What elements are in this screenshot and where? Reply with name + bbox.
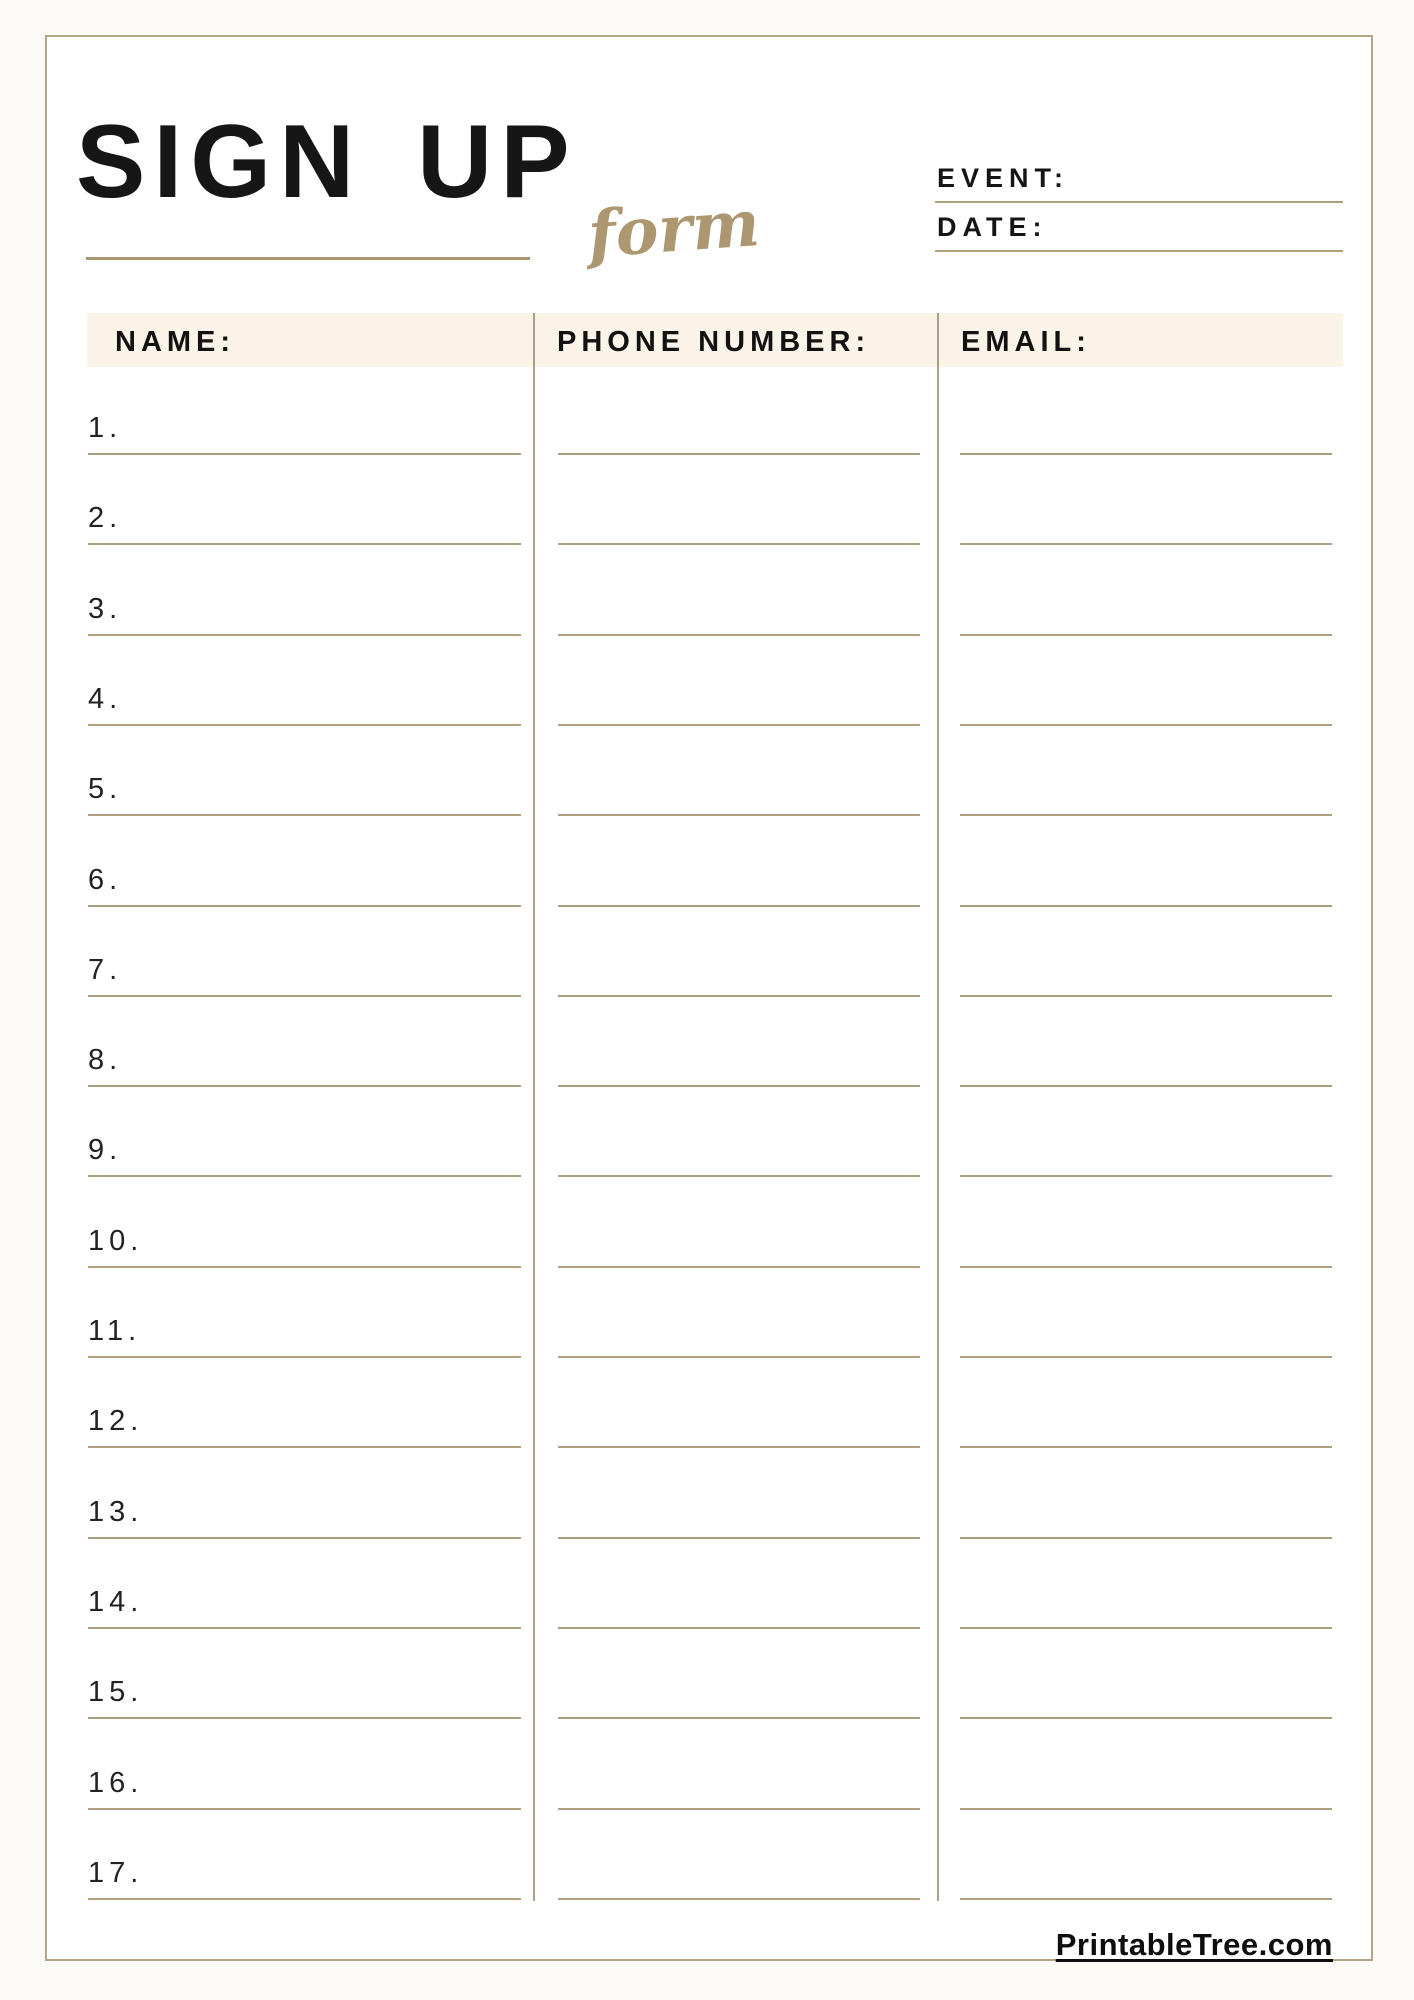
row-number: 9. xyxy=(88,1134,123,1166)
page-title: SIGN UP xyxy=(76,104,578,220)
phone-fill-line[interactable] xyxy=(558,1898,920,1900)
phone-fill-line[interactable] xyxy=(558,543,920,545)
event-label: EVENT: xyxy=(937,163,1070,193)
name-fill-line[interactable] xyxy=(88,1266,521,1268)
name-fill-line[interactable] xyxy=(88,1808,521,1810)
email-fill-line[interactable] xyxy=(960,1446,1332,1448)
phone-fill-line[interactable] xyxy=(558,1175,920,1177)
row-number: 13. xyxy=(88,1496,144,1528)
table-row xyxy=(0,1854,1414,1900)
email-fill-line[interactable] xyxy=(960,1808,1332,1810)
column-header-phone: PHONE NUMBER: xyxy=(557,326,871,358)
email-fill-line[interactable] xyxy=(960,814,1332,816)
phone-fill-line[interactable] xyxy=(558,995,920,997)
column-divider-name-phone xyxy=(533,313,535,1901)
table-row xyxy=(0,1673,1414,1719)
table-row xyxy=(0,951,1414,997)
event-fill-line[interactable] xyxy=(935,201,1343,203)
table-row xyxy=(0,1131,1414,1177)
phone-fill-line[interactable] xyxy=(558,634,920,636)
phone-fill-line[interactable] xyxy=(558,1808,920,1810)
row-number: 15. xyxy=(88,1676,144,1708)
phone-fill-line[interactable] xyxy=(558,814,920,816)
table-row xyxy=(0,409,1414,455)
table-row xyxy=(0,1493,1414,1539)
date-fill-line[interactable] xyxy=(935,250,1343,252)
email-fill-line[interactable] xyxy=(960,1085,1332,1087)
name-fill-line[interactable] xyxy=(88,1356,521,1358)
name-fill-line[interactable] xyxy=(88,1446,521,1448)
email-fill-line[interactable] xyxy=(960,1356,1332,1358)
email-fill-line[interactable] xyxy=(960,1898,1332,1900)
table-row xyxy=(0,861,1414,907)
phone-fill-line[interactable] xyxy=(558,1356,920,1358)
table-row xyxy=(0,1764,1414,1810)
email-fill-line[interactable] xyxy=(960,1175,1332,1177)
phone-fill-line[interactable] xyxy=(558,905,920,907)
table-row xyxy=(0,1041,1414,1087)
table-row xyxy=(0,1583,1414,1629)
row-number: 16. xyxy=(88,1767,144,1799)
email-fill-line[interactable] xyxy=(960,453,1332,455)
name-fill-line[interactable] xyxy=(88,724,521,726)
row-number: 2. xyxy=(88,502,123,534)
row-number: 3. xyxy=(88,593,123,625)
column-header-email: EMAIL: xyxy=(961,326,1091,358)
email-fill-line[interactable] xyxy=(960,634,1332,636)
row-number: 14. xyxy=(88,1586,144,1618)
table-row xyxy=(0,680,1414,726)
table-row xyxy=(0,1312,1414,1358)
page-subtitle-script: form xyxy=(585,186,763,273)
table-row xyxy=(0,770,1414,816)
phone-fill-line[interactable] xyxy=(558,1717,920,1719)
column-header-name: NAME: xyxy=(115,326,236,358)
email-fill-line[interactable] xyxy=(960,905,1332,907)
phone-fill-line[interactable] xyxy=(558,1627,920,1629)
table-row xyxy=(0,1222,1414,1268)
table-row xyxy=(0,1402,1414,1448)
email-fill-line[interactable] xyxy=(960,1717,1332,1719)
name-fill-line[interactable] xyxy=(88,1717,521,1719)
row-number: 5. xyxy=(88,773,123,805)
email-fill-line[interactable] xyxy=(960,1266,1332,1268)
phone-fill-line[interactable] xyxy=(558,1085,920,1087)
phone-fill-line[interactable] xyxy=(558,724,920,726)
phone-fill-line[interactable] xyxy=(558,453,920,455)
email-fill-line[interactable] xyxy=(960,1537,1332,1539)
row-number: 12. xyxy=(88,1405,144,1437)
phone-fill-line[interactable] xyxy=(558,1446,920,1448)
email-fill-line[interactable] xyxy=(960,995,1332,997)
row-number: 4. xyxy=(88,683,123,715)
name-fill-line[interactable] xyxy=(88,634,521,636)
row-number: 11. xyxy=(88,1315,142,1347)
row-number: 17. xyxy=(88,1857,144,1889)
email-fill-line[interactable] xyxy=(960,543,1332,545)
name-fill-line[interactable] xyxy=(88,453,521,455)
row-number: 6. xyxy=(88,864,123,896)
name-fill-line[interactable] xyxy=(88,1898,521,1900)
name-fill-line[interactable] xyxy=(88,1175,521,1177)
name-fill-line[interactable] xyxy=(88,1085,521,1087)
email-fill-line[interactable] xyxy=(960,724,1332,726)
name-fill-line[interactable] xyxy=(88,995,521,997)
site-credit-link[interactable]: PrintableTree.com xyxy=(1055,1927,1333,1962)
name-fill-line[interactable] xyxy=(88,814,521,816)
row-number: 7. xyxy=(88,954,123,986)
name-fill-line[interactable] xyxy=(88,543,521,545)
name-fill-line[interactable] xyxy=(88,905,521,907)
name-fill-line[interactable] xyxy=(88,1537,521,1539)
table-row xyxy=(0,499,1414,545)
column-divider-phone-email xyxy=(937,313,939,1901)
row-number: 8. xyxy=(88,1044,123,1076)
phone-fill-line[interactable] xyxy=(558,1266,920,1268)
email-fill-line[interactable] xyxy=(960,1627,1332,1629)
title-underline xyxy=(86,257,530,260)
table-row xyxy=(0,590,1414,636)
phone-fill-line[interactable] xyxy=(558,1537,920,1539)
row-number: 10. xyxy=(88,1225,144,1257)
row-number: 1. xyxy=(88,412,123,444)
name-fill-line[interactable] xyxy=(88,1627,521,1629)
date-label: DATE: xyxy=(937,212,1048,242)
